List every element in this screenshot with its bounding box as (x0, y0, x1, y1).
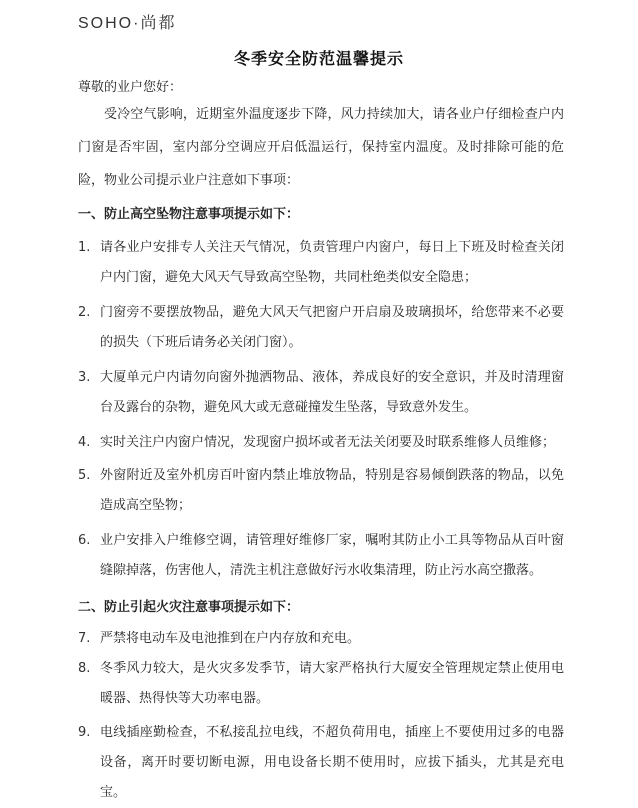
item-number: 9. (78, 725, 91, 740)
list-item (78, 428, 564, 458)
item-text: 冬季风力较大，是火灾多发季节，请大家严格执行大厦安全管理规定禁止使用电暖器、热得快等大功率电器。 (100, 661, 564, 706)
item-number: 7. (78, 631, 91, 646)
list-item (78, 526, 564, 586)
section-heading-falling-objects: 一、防止高空坠物注意事项提示如下： (78, 207, 300, 222)
item-number: 3. (78, 370, 91, 385)
item-text: 业户安排入户维修空调，请管理好维修厂家，嘱咐其防止小工具等物品从百叶窗缝隙掉落，伤害他人，清洗主机注意做好污水收集清理，防止污水高空撒落。 (100, 533, 564, 578)
item-text: 门窗旁不要摆放物品，避免大风天气把窗户开启扇及玻璃损坏，给您带来不必要的损失（下班后请务必关闭门窗）。 (100, 305, 564, 350)
item-text: 外窗附近及室外机房百叶窗内禁止堆放物品，特别是容易倾倒跌落的物品，以免造成高空坠物； (100, 468, 564, 513)
item-text: 大厦单元户内请勿向窗外抛洒物品、液体，养成良好的安全意识，并及时清理窗台及露台的杂物，避免风大或无意碰撞发生坠落，导致意外发生。 (100, 370, 564, 415)
list-item (78, 718, 564, 808)
item-number: 8. (78, 661, 91, 676)
document-title: 冬季安全防范温馨提示 (233, 49, 404, 68)
intro-paragraph: 受冷空气影响，近期室外温度逐步下降，风力持续加大，请各业户仔细检查户内门窗是否牢固，室内部分空调应开启低温运行，保持室内温度。及时排除可能的危险，物业公司提示业户注意如下事项： (78, 107, 564, 188)
list-item (78, 461, 564, 521)
item-number: 5. (78, 468, 91, 483)
item-text: 电线插座勤检查，不私接乱拉电线，不超负荷用电，插座上不要使用过多的电器设备，离开时要切断电源，用电设备长期不使用时，应拔下插头，尤其是充电宝。 (100, 725, 564, 800)
item-number: 1. (78, 240, 91, 255)
item-number: 4. (78, 435, 91, 450)
item-number: 6. (78, 533, 91, 548)
company-logo: SOHO·尚都 (78, 15, 177, 32)
salutation: 尊敬的业户您好： (78, 80, 183, 95)
item-text: 严禁将电动车及电池推到在户内存放和充电。 (100, 631, 361, 646)
item-number: 2. (78, 305, 91, 320)
list-item (78, 298, 564, 358)
item-text: 实时关注户内窗户情况，发现窗户损坏或者无法关闭要及时联系维修人员维修； (100, 435, 556, 450)
section-heading-fire: 二、防止引起火灾注意事项提示如下： (78, 600, 300, 615)
list-item (78, 624, 564, 654)
list-item (78, 233, 564, 293)
item-text: 请各业户安排专人关注天气情况，负责管理户内窗户，每日上下班及时检查关闭户内门窗，避免大风天气导致高空坠物，共同杜绝类似安全隐患； (100, 240, 564, 285)
list-item (78, 363, 564, 423)
list-item (78, 654, 564, 714)
